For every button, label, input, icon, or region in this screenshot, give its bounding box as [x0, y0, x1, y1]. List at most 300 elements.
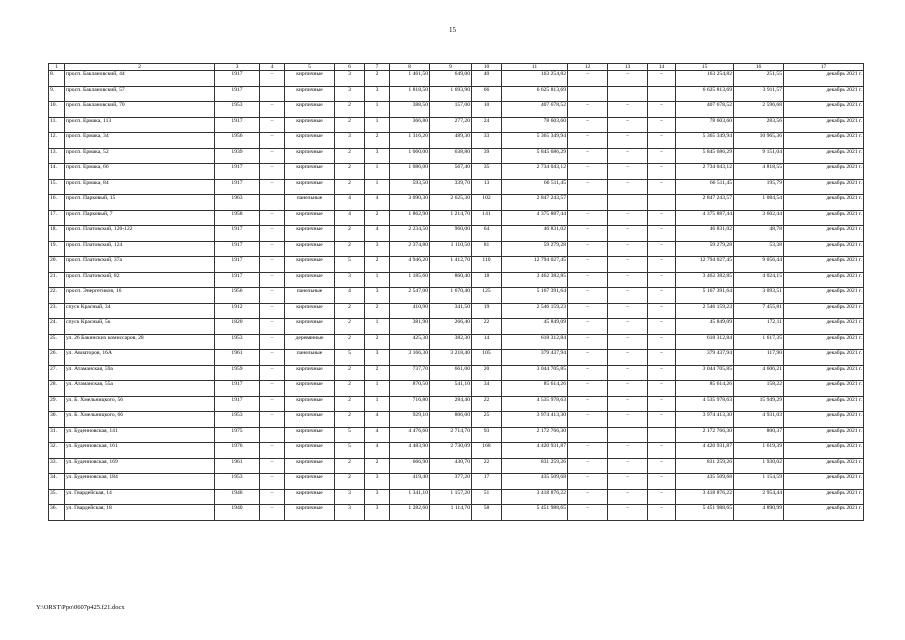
entrances-cell: 3 — [365, 86, 390, 102]
total-area-cell: 870,50 — [390, 381, 430, 397]
col-12-cell: – — [568, 303, 608, 319]
col-12-cell: – — [568, 210, 608, 226]
cost-repair-cell: 85 614,26 — [676, 381, 734, 397]
deadline-cell: декабрь 2021 г. — [784, 365, 864, 381]
cost-per-m2-cell: 117,90 — [734, 350, 784, 366]
row-number-cell: 13. — [49, 148, 65, 164]
residents-cell: 22 — [472, 458, 502, 474]
cost-per-m2-cell: 283,56 — [734, 117, 784, 133]
deadline-cell: декабрь 2021 г. — [784, 396, 864, 412]
col-4-cell: – — [260, 365, 285, 381]
total-area-cell: 410,90 — [390, 303, 430, 319]
build-year-cell: 1961 — [215, 350, 260, 366]
floors-cell: 3 — [335, 489, 365, 505]
wall-material-cell: кирпичные — [285, 412, 335, 428]
col-13-cell: – — [608, 257, 648, 273]
table-row — [49, 381, 864, 397]
wall-material-cell: кирпичные — [285, 226, 335, 242]
col-14-cell — [648, 195, 676, 211]
table-row — [49, 102, 864, 118]
deadline-cell: декабрь 2021 г. — [784, 412, 864, 428]
build-year-cell: 1959 — [215, 365, 260, 381]
col-14-cell: – — [648, 350, 676, 366]
floors-cell: 3 — [335, 133, 365, 149]
col-13-cell: – — [608, 458, 648, 474]
col-14-cell: – — [648, 210, 676, 226]
col-12-cell — [568, 86, 608, 102]
row-number-cell: 34. — [49, 474, 65, 490]
floors-cell: 5 — [335, 427, 365, 443]
living-area-cell: 806,00 — [430, 412, 472, 428]
cost-repair-cell: 831 259,26 — [676, 458, 734, 474]
build-year-cell: 1917 — [215, 241, 260, 257]
col-13-cell: – — [608, 319, 648, 335]
build-year-cell: 1975 — [215, 427, 260, 443]
residents-cell: 22 — [472, 319, 502, 335]
entrances-cell: 2 — [365, 133, 390, 149]
wall-material-cell: панельные — [285, 288, 335, 304]
cost-per-m2-cell: 4 931,03 — [734, 412, 784, 428]
entrances-cell: 3 — [365, 350, 390, 366]
build-year-cell: 1917 — [215, 381, 260, 397]
address-cell: просп. Баклановский, 70 — [65, 102, 215, 118]
col-4-cell: – — [260, 164, 285, 180]
residents-cell: 10 — [472, 102, 502, 118]
col-13-cell: – — [608, 288, 648, 304]
residents-cell: 168 — [472, 443, 502, 459]
deadline-cell: декабрь 2021 г. — [784, 117, 864, 133]
residents-cell: 20 — [472, 365, 502, 381]
living-area-cell: 339,70 — [430, 179, 472, 195]
col-14-cell: – — [648, 396, 676, 412]
build-year-cell: 1917 — [215, 272, 260, 288]
col-4-cell: – — [260, 71, 285, 87]
col-13-cell — [608, 86, 648, 102]
living-area-cell: 567,40 — [430, 164, 472, 180]
entrances-cell: 3 — [365, 474, 390, 490]
total-area-cell: 1 461,50 — [390, 71, 430, 87]
wall-material-cell: кирпичные — [285, 381, 335, 397]
cost-repair-cell: 46 831,02 — [676, 226, 734, 242]
cost-per-m2-cell: 1 617,35 — [734, 334, 784, 350]
col-14-cell: – — [648, 164, 676, 180]
col-14-cell: – — [648, 365, 676, 381]
entrances-cell: 3 — [365, 288, 390, 304]
row-number-cell: 17. — [49, 210, 65, 226]
build-year-cell: 1917 — [215, 226, 260, 242]
col-12-cell: – — [568, 117, 608, 133]
cost-per-m2-cell: 1 619,39 — [734, 443, 784, 459]
living-area-cell: 1 157,20 — [430, 489, 472, 505]
cost-total-cell: 6 625 813,69 — [502, 86, 568, 102]
total-area-cell: 2 374,80 — [390, 241, 430, 257]
cost-total-cell: 831 259,26 — [502, 458, 568, 474]
cost-repair-cell: 379 437,94 — [676, 350, 734, 366]
col-13-cell: – — [608, 412, 648, 428]
deadline-cell: декабрь 2021 г. — [784, 257, 864, 273]
total-area-cell: 3 090,30 — [390, 195, 430, 211]
cost-per-m2-cell: 251,55 — [734, 71, 784, 87]
living-area-cell: 3 218,40 — [430, 350, 472, 366]
row-number-cell: 35. — [49, 489, 65, 505]
register-table — [48, 63, 864, 521]
floors-cell: 2 — [335, 179, 365, 195]
floors-cell: 2 — [335, 365, 365, 381]
col-4-cell: – — [260, 350, 285, 366]
table-row — [49, 458, 864, 474]
total-area-cell: 388,50 — [390, 102, 430, 118]
entrances-cell: 2 — [365, 365, 390, 381]
col-12-cell: – — [568, 179, 608, 195]
cost-repair-cell: 2 172 766,30 — [676, 427, 734, 443]
cost-repair-cell: 66 511,45 — [676, 179, 734, 195]
row-number-cell: 8. — [49, 71, 65, 87]
cost-total-cell: 2 734 043,12 — [502, 164, 568, 180]
col-4-cell: – — [260, 226, 285, 242]
living-area-cell: 1 412,70 — [430, 257, 472, 273]
residents-cell: 18 — [472, 272, 502, 288]
address-cell: ул. Атаманская, 55а — [65, 381, 215, 397]
living-area-cell: 2 714,70 — [430, 427, 472, 443]
wall-material-cell: кирпичные — [285, 102, 335, 118]
column-header: 16 — [734, 64, 784, 71]
col-12-cell: – — [568, 226, 608, 242]
table-row — [49, 257, 864, 273]
col-14-cell: – — [648, 319, 676, 335]
col-12-cell: – — [568, 489, 608, 505]
col-4-cell: – — [260, 381, 285, 397]
wall-material-cell: кирпичные — [285, 474, 335, 490]
living-area-cell: 1 110,50 — [430, 241, 472, 257]
build-year-cell: 1958 — [215, 210, 260, 226]
build-year-cell: 1820 — [215, 319, 260, 335]
build-year-cell: 1953 — [215, 412, 260, 428]
col-14-cell: – — [648, 443, 676, 459]
floors-cell: 5 — [335, 443, 365, 459]
deadline-cell: декабрь 2021 г. — [784, 350, 864, 366]
address-cell: ул. Буденновская, 184 — [65, 474, 215, 490]
col-12-cell: – — [568, 365, 608, 381]
build-year-cell: 1917 — [215, 396, 260, 412]
residents-cell: 110 — [472, 257, 502, 273]
row-number-cell: 31. — [49, 427, 65, 443]
build-year-cell: 1917 — [215, 71, 260, 87]
living-area-cell: 541,10 — [430, 381, 472, 397]
address-cell: ул. Гвардейская, 14 — [65, 489, 215, 505]
residents-cell: 35 — [472, 164, 502, 180]
living-area-cell: 284,40 — [430, 396, 472, 412]
col-12-cell: – — [568, 257, 608, 273]
row-number-cell: 28. — [49, 381, 65, 397]
living-area-cell: 2 625,30 — [430, 195, 472, 211]
entrances-cell: 2 — [365, 303, 390, 319]
col-12-cell — [568, 427, 608, 443]
column-header: 11 — [502, 64, 568, 71]
floors-cell: 3 — [335, 86, 365, 102]
total-area-cell: 666,90 — [390, 458, 430, 474]
cost-repair-cell: 5 451 988,65 — [676, 505, 734, 521]
total-area-cell: 2 234,50 — [390, 226, 430, 242]
table-row — [49, 412, 864, 428]
cost-repair-cell: 59 279,28 — [676, 241, 734, 257]
deadline-cell: декабрь 2021 г. — [784, 195, 864, 211]
col-14-cell: – — [648, 179, 676, 195]
col-14-cell: – — [648, 117, 676, 133]
table-row — [49, 427, 864, 443]
col-12-cell: – — [568, 319, 608, 335]
wall-material-cell: кирпичные — [285, 505, 335, 521]
residents-cell: 34 — [472, 381, 502, 397]
entrances-cell: 2 — [365, 257, 390, 273]
floors-cell: 2 — [335, 412, 365, 428]
col-4-cell: – — [260, 241, 285, 257]
table-row — [49, 319, 864, 335]
row-number-cell: 33. — [49, 458, 65, 474]
living-area-cell: 638,80 — [430, 148, 472, 164]
table-row — [49, 117, 864, 133]
row-number-cell: 11. — [49, 117, 65, 133]
deadline-cell: декабрь 2021 г. — [784, 226, 864, 242]
residents-cell: 141 — [472, 210, 502, 226]
col-4-cell: – — [260, 334, 285, 350]
cost-total-cell: 12 794 027,45 — [502, 257, 568, 273]
living-area-cell: 860,40 — [430, 272, 472, 288]
build-year-cell: 1912 — [215, 303, 260, 319]
floors-cell: 3 — [335, 272, 365, 288]
row-number-cell: 10. — [49, 102, 65, 118]
cost-total-cell: 4 420 931,87 — [502, 443, 568, 459]
col-13-cell: – — [608, 102, 648, 118]
wall-material-cell: кирпичные — [285, 148, 335, 164]
build-year-cell: 1917 — [215, 179, 260, 195]
entrances-cell: 1 — [365, 164, 390, 180]
col-13-cell: – — [608, 117, 648, 133]
cost-per-m2-cell: 7 455,81 — [734, 303, 784, 319]
col-13-cell — [608, 427, 648, 443]
col-14-cell: – — [648, 257, 676, 273]
table-row — [49, 334, 864, 350]
col-4-cell — [260, 86, 285, 102]
row-number-cell: 23. — [49, 303, 65, 319]
cost-per-m2-cell: 195,79 — [734, 179, 784, 195]
col-4-cell: – — [260, 257, 285, 273]
table-row — [49, 71, 864, 87]
deadline-cell: декабрь 2021 г. — [784, 381, 864, 397]
col-14-cell: – — [648, 71, 676, 87]
cost-total-cell: 379 437,94 — [502, 350, 568, 366]
column-header: 9 — [430, 64, 472, 71]
col-4-cell: – — [260, 412, 285, 428]
living-area-cell: 266,40 — [430, 319, 472, 335]
address-cell: просп. Энергетиков, 16 — [65, 288, 215, 304]
col-13-cell: – — [608, 133, 648, 149]
col-4-cell: – — [260, 288, 285, 304]
floors-cell: 2 — [335, 381, 365, 397]
entrances-cell: 4 — [365, 195, 390, 211]
table-row — [49, 226, 864, 242]
cost-per-m2-cell: 3 093,51 — [734, 288, 784, 304]
address-cell: просп. Парковый, 15 — [65, 195, 215, 211]
floors-cell: 2 — [335, 241, 365, 257]
col-4-cell: – — [260, 303, 285, 319]
col-12-cell: – — [568, 443, 608, 459]
address-cell: просп. Ермака, 113 — [65, 117, 215, 133]
cost-per-m2-cell: 53,38 — [734, 241, 784, 257]
deadline-cell: декабрь 2021 г. — [784, 288, 864, 304]
col-13-cell: – — [608, 489, 648, 505]
cost-repair-cell: 2 734 043,12 — [676, 164, 734, 180]
total-area-cell: 1 316,20 — [390, 133, 430, 149]
entrances-cell: 2 — [365, 458, 390, 474]
residents-cell: 102 — [472, 195, 502, 211]
entrances-cell: 2 — [365, 210, 390, 226]
build-year-cell: 1917 — [215, 164, 260, 180]
address-cell: ул. 26 Бакинских комиссаров, 28 — [65, 334, 215, 350]
table-row — [49, 505, 864, 521]
total-area-cell: 425,30 — [390, 334, 430, 350]
cost-repair-cell: 5 365 349,94 — [676, 133, 734, 149]
cost-per-m2-cell: 9 056,44 — [734, 257, 784, 273]
col-13-cell: – — [608, 71, 648, 87]
row-number-cell: 29. — [49, 396, 65, 412]
column-header: 6 — [335, 64, 365, 71]
cost-per-m2-cell: 1 084,54 — [734, 195, 784, 211]
column-header: 12 — [568, 64, 608, 71]
col-12-cell: – — [568, 288, 608, 304]
address-cell: просп. Платовский, 37а — [65, 257, 215, 273]
floors-cell: 2 — [335, 164, 365, 180]
wall-material-cell: кирпичные — [285, 133, 335, 149]
wall-material-cell: кирпичные — [285, 117, 335, 133]
floors-cell: 3 — [335, 71, 365, 87]
table-row — [49, 396, 864, 412]
total-area-cell: 1 862,90 — [390, 210, 430, 226]
col-12-cell: – — [568, 133, 608, 149]
cost-repair-cell: 3 044 705,85 — [676, 365, 734, 381]
living-area-cell: 1 114,70 — [430, 505, 472, 521]
cost-total-cell: 163 254,82 — [502, 71, 568, 87]
col-12-cell: – — [568, 71, 608, 87]
deadline-cell: декабрь 2021 г. — [784, 489, 864, 505]
living-area-cell: 377,20 — [430, 474, 472, 490]
residents-cell: 66 — [472, 86, 502, 102]
total-area-cell: 2 547,00 — [390, 288, 430, 304]
residents-cell: 64 — [472, 226, 502, 242]
deadline-cell: декабрь 2021 г. — [784, 427, 864, 443]
build-year-cell: 1917 — [215, 86, 260, 102]
table-row — [49, 148, 864, 164]
entrances-cell: 3 — [365, 489, 390, 505]
build-year-cell: 1963 — [215, 195, 260, 211]
total-area-cell: 4 483,90 — [390, 443, 430, 459]
floors-cell: 2 — [335, 102, 365, 118]
living-area-cell: 960,00 — [430, 226, 472, 242]
residents-cell: 105 — [472, 350, 502, 366]
row-number-cell: 22. — [49, 288, 65, 304]
cost-per-m2-cell: 4 890,99 — [734, 505, 784, 521]
row-number-cell: 20. — [49, 257, 65, 273]
col-14-cell: – — [648, 226, 676, 242]
wall-material-cell: кирпичные — [285, 164, 335, 180]
cost-repair-cell: 12 794 027,45 — [676, 257, 734, 273]
col-12-cell: – — [568, 272, 608, 288]
row-number-cell: 30. — [49, 412, 65, 428]
row-number-cell: 12. — [49, 133, 65, 149]
entrances-cell: 1 — [365, 396, 390, 412]
residents-cell: 13 — [472, 179, 502, 195]
table-row — [49, 133, 864, 149]
cost-per-m2-cell: 3 602,44 — [734, 210, 784, 226]
row-number-cell: 25. — [49, 334, 65, 350]
build-year-cell: 1940 — [215, 505, 260, 521]
col-4-cell: – — [260, 102, 285, 118]
deadline-cell: декабрь 2021 г. — [784, 272, 864, 288]
col-14-cell: – — [648, 102, 676, 118]
col-4-cell: – — [260, 443, 285, 459]
row-number-cell: 19. — [49, 241, 65, 257]
build-year-cell: 1917 — [215, 117, 260, 133]
address-cell: просп. Парковый, 7 — [65, 210, 215, 226]
deadline-cell: декабрь 2021 г. — [784, 148, 864, 164]
residents-cell: 51 — [472, 489, 502, 505]
total-area-cell: 1 341,10 — [390, 489, 430, 505]
col-14-cell: – — [648, 272, 676, 288]
column-header: 7 — [365, 64, 390, 71]
cost-repair-cell: 6 625 813,69 — [676, 86, 734, 102]
residents-cell: 22 — [472, 396, 502, 412]
deadline-cell: декабрь 2021 г. — [784, 102, 864, 118]
wall-material-cell: кирпичные — [285, 303, 335, 319]
cost-repair-cell: 2 847 243,57 — [676, 195, 734, 211]
table-row — [49, 210, 864, 226]
cost-total-cell: 66 511,45 — [502, 179, 568, 195]
address-cell: ул. Авиаторов, 16А — [65, 350, 215, 366]
floors-cell: 2 — [335, 117, 365, 133]
deadline-cell: декабрь 2021 г. — [784, 303, 864, 319]
total-area-cell: 3 166,30 — [390, 350, 430, 366]
address-cell: ул. Атаманская, 59а — [65, 365, 215, 381]
build-year-cell: 1917 — [215, 257, 260, 273]
cost-repair-cell: 3 418 876,22 — [676, 489, 734, 505]
col-13-cell: – — [608, 474, 648, 490]
column-header: 15 — [676, 64, 734, 71]
column-header: 4 — [260, 64, 285, 71]
wall-material-cell: кирпичные — [285, 272, 335, 288]
living-area-cell: 277,20 — [430, 117, 472, 133]
deadline-cell: декабрь 2021 г. — [784, 505, 864, 521]
row-number-cell: 21. — [49, 272, 65, 288]
build-year-cell: 1953 — [215, 334, 260, 350]
cost-repair-cell: 3 974 413,30 — [676, 412, 734, 428]
total-area-cell: 1 060,00 — [390, 148, 430, 164]
col-13-cell: – — [608, 241, 648, 257]
cost-per-m2-cell: 48,78 — [734, 226, 784, 242]
cost-per-m2-cell: 800,37 — [734, 427, 784, 443]
total-area-cell: 1 282,60 — [390, 505, 430, 521]
col-4-cell: – — [260, 319, 285, 335]
total-area-cell: 1 086,00 — [390, 164, 430, 180]
wall-material-cell: кирпичные — [285, 241, 335, 257]
address-cell: спуск Красный, 34 — [65, 303, 215, 319]
total-area-cell: 1 185,60 — [390, 272, 430, 288]
column-header: 17 — [784, 64, 864, 71]
cost-per-m2-cell: 1 930,02 — [734, 458, 784, 474]
deadline-cell: декабрь 2021 г. — [784, 334, 864, 350]
wall-material-cell: панельные — [285, 350, 335, 366]
living-area-cell: 1 670,40 — [430, 288, 472, 304]
total-area-cell: 4 476,60 — [390, 427, 430, 443]
entrances-cell: 1 — [365, 117, 390, 133]
